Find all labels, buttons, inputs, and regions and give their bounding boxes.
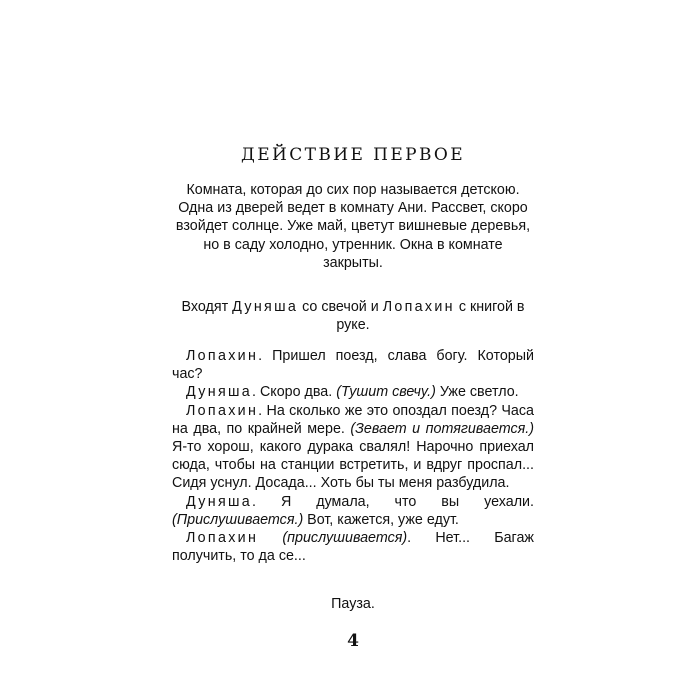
line-text: . Скоро два. bbox=[252, 384, 337, 401]
line-text: . Нет... Багаж получить, то да се... bbox=[172, 530, 534, 565]
speaker-name: Дуняша bbox=[186, 493, 253, 510]
line-text: Уже светло. bbox=[435, 384, 519, 401]
speaker-name: Дуняша bbox=[186, 384, 253, 401]
dialogue-line-2 bbox=[172, 383, 534, 401]
pause-direction: Пауза. bbox=[331, 596, 375, 612]
dialogue-block bbox=[172, 347, 534, 565]
stage-direction-text: Комната, которая до сих пор называется детскою. Одна из дверей ведет в комнату Ани. Рассвет, скоро взойдет солнце. Уже май, цветут вишневые деревья, но в саду холодно, утренник. Окна в комнате закрыты. bbox=[175, 182, 531, 271]
dialogue-line-5 bbox=[172, 529, 534, 565]
line-text bbox=[258, 530, 282, 546]
stage-direction-setting bbox=[172, 181, 534, 272]
line-text: . На сколько же это опоздал поезд? Часа на два, по крайней мере. bbox=[172, 402, 534, 437]
stage-direction-entrance bbox=[172, 298, 534, 334]
entrance-paragraph bbox=[172, 298, 534, 334]
page-number: 4 bbox=[347, 631, 359, 651]
stage-remark: (прислушивается) bbox=[282, 530, 408, 547]
stage-remark: (Тушит свечу.) bbox=[336, 384, 436, 401]
speaker-name: Лопахин bbox=[186, 402, 259, 419]
character-name-dunyasha: Дуняша bbox=[232, 299, 299, 315]
entrance-text-3: с книгой в руке. bbox=[336, 299, 525, 334]
dialogue-line-1 bbox=[172, 347, 534, 383]
stage-remark: (Зевает и потягивается.) bbox=[350, 420, 534, 437]
line-text: . Пришел поезд, слава богу. Который час? bbox=[172, 348, 534, 383]
dialogue-line-3 bbox=[172, 402, 534, 493]
line-text: . Я думала, что вы уехали. bbox=[252, 493, 534, 510]
speaker-name: Лопахин bbox=[186, 530, 259, 547]
speaker-name: Лопахин bbox=[186, 348, 259, 364]
line-text: Вот, кажется, уже едут. bbox=[303, 511, 459, 528]
character-name-lopakhin: Лопахин bbox=[382, 299, 455, 315]
entrance-text-2: со свечой и bbox=[298, 299, 383, 315]
line-text: Я-то хорош, какого дурака свалял! Нарочно приехал сюда, чтобы на станции встретить, и вдруг проспал... Сидя уснул. Досада... Хоть бы ты меня разбудила. bbox=[172, 439, 534, 492]
entrance-text-1: Входят bbox=[181, 299, 233, 315]
dialogue-line-4 bbox=[172, 493, 534, 529]
act-heading: ДЕЙСТВИЕ ПЕРВОЕ bbox=[240, 145, 466, 165]
stage-remark: (Прислушивается.) bbox=[172, 511, 304, 528]
